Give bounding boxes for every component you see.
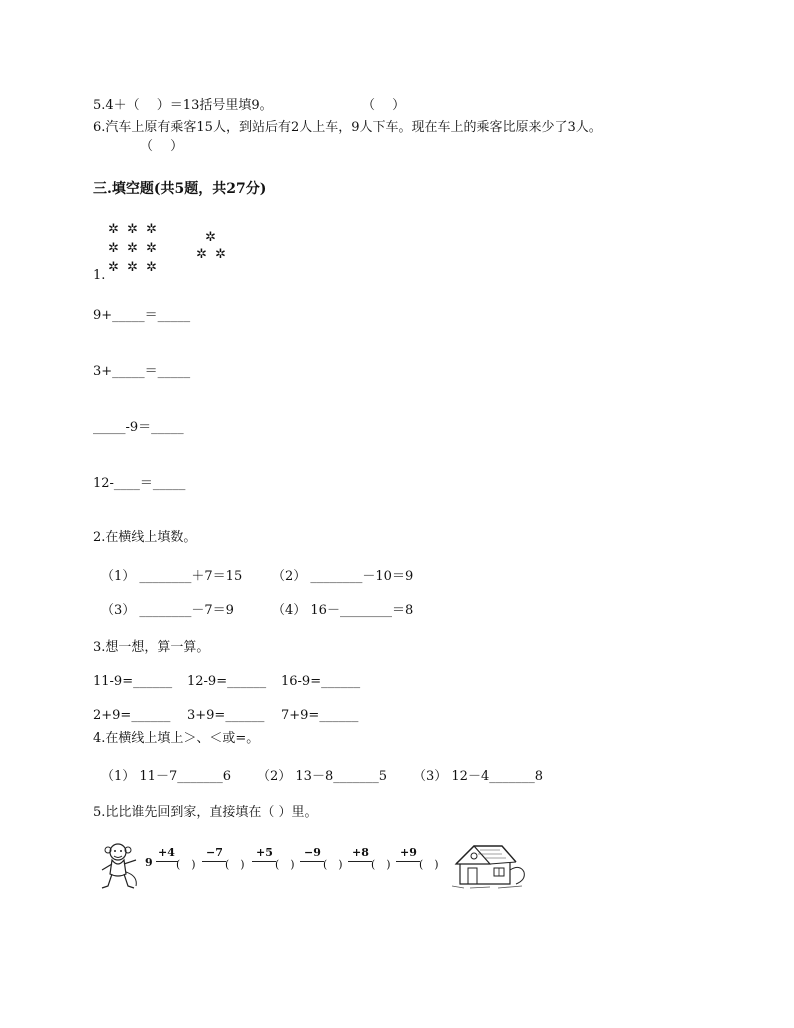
q1-line-2[interactable]: 3+_____＝_____ — [93, 364, 191, 379]
answer-paren[interactable]: ( ) — [371, 858, 391, 871]
star-row: ✲ ✲ ✲ — [108, 241, 159, 256]
star-row: ✲ ✲ ✲ — [108, 260, 159, 275]
section-title: 三.填空题(共5题，共27分) — [93, 181, 267, 197]
monkey-image — [98, 840, 142, 892]
answer-paren[interactable]: ( ) — [275, 858, 295, 871]
race-home-chain — [98, 838, 528, 894]
start-number: 9 — [145, 856, 153, 869]
q1-line-1[interactable]: 9+_____＝_____ — [93, 308, 191, 323]
answer-paren[interactable]: ( ) — [323, 858, 343, 871]
q2-title: 2.在横线上填数。 — [93, 530, 197, 545]
q3-title: 3.想一想，算一算。 — [93, 640, 210, 655]
answer-paren[interactable]: ( ) — [176, 858, 196, 871]
q3-item[interactable]: 16-9=______ — [281, 674, 361, 689]
arrow-line — [300, 861, 324, 862]
q3-item[interactable]: 12-9=______ — [187, 674, 267, 689]
operation-label: +8 — [352, 846, 369, 859]
judge-q6-answer-paren[interactable]: （ ） — [140, 139, 184, 154]
house-image — [450, 840, 528, 892]
q2-item-4[interactable]: （4） 16－________＝8 — [272, 603, 414, 618]
judge-q6-text: 6.汽车上原有乘客15人，到站后有2人上车，9人下车。现在车上的乘客比原来少了3人。 — [93, 120, 602, 135]
judge-q5-answer-paren[interactable]: （ ） — [362, 98, 406, 113]
star-row: ✲ ✲ — [196, 247, 228, 262]
arrow-line — [252, 861, 276, 862]
q4-item-2[interactable]: （2） 13－8_______5 — [257, 769, 387, 784]
operation-label: +4 — [158, 846, 175, 859]
star-row: ✲ ✲ ✲ — [108, 222, 159, 237]
arrow-line — [396, 861, 420, 862]
q3-item[interactable]: 11-9=______ — [93, 674, 173, 689]
q4-item-1[interactable]: （1） 11－7_______6 — [101, 769, 231, 784]
q4-title: 4.在横线上填上＞、＜或=。 — [93, 731, 260, 746]
operation-label: +9 — [400, 846, 417, 859]
q1-line-4[interactable]: 12-____＝_____ — [93, 476, 186, 491]
star-row: ✲ — [205, 230, 216, 245]
q3-item[interactable]: 2+9=______ — [93, 708, 171, 723]
q3-item[interactable]: 3+9=______ — [187, 708, 265, 723]
q5-title: 5.比比谁先回到家，直接填在（ ）里。 — [93, 805, 318, 820]
arrow-line — [156, 861, 178, 862]
answer-paren[interactable]: ( ) — [419, 858, 439, 871]
arrow-line — [202, 861, 226, 862]
judge-q5-text: 5.4＋（ ）＝13括号里填9。 — [93, 98, 273, 113]
q2-item-1[interactable]: （1） ________＋7＝15 — [101, 569, 243, 584]
arrow-line — [348, 861, 372, 862]
answer-paren[interactable]: ( ) — [225, 858, 245, 871]
operation-label: −7 — [206, 846, 223, 859]
q2-item-3[interactable]: （3） ________－7＝9 — [101, 603, 234, 618]
q3-item[interactable]: 7+9=______ — [281, 708, 359, 723]
q1-line-3[interactable]: _____-9＝_____ — [93, 420, 184, 435]
q1-label: 1. — [93, 268, 106, 283]
q4-item-3[interactable]: （3） 12－4_______8 — [413, 769, 543, 784]
operation-label: −9 — [304, 846, 321, 859]
operation-label: +5 — [256, 846, 273, 859]
q2-item-2[interactable]: （2） ________－10＝9 — [272, 569, 414, 584]
